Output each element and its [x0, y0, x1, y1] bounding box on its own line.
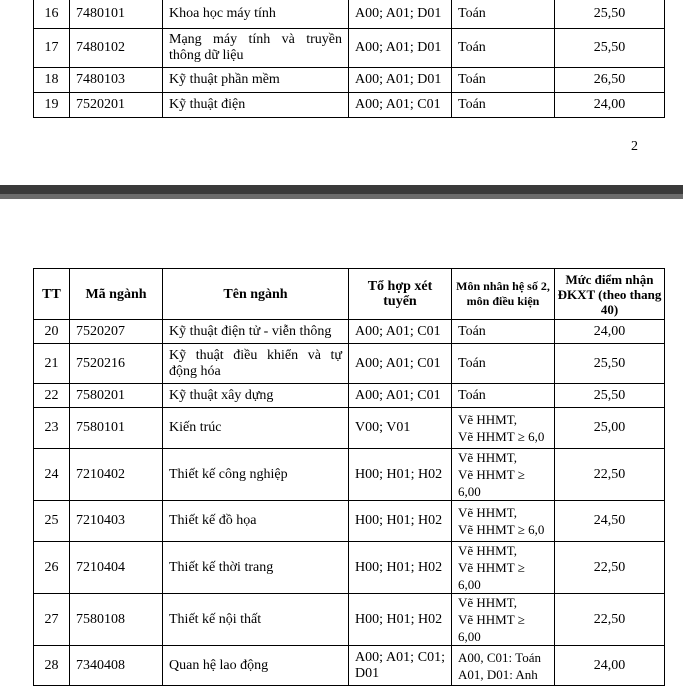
row-number: 25	[34, 501, 70, 542]
major-name: Kỹ thuật điện	[163, 93, 349, 118]
row-number: 27	[34, 594, 70, 646]
weighted-subject: Toán	[452, 344, 555, 384]
major-code: 7520201	[70, 93, 163, 118]
subject-line-1: Vẽ HHMT,	[458, 595, 517, 610]
major-name: Kỹ thuật xây dựng	[163, 384, 349, 408]
row-number: 26	[34, 542, 70, 594]
table-row	[34, 320, 665, 344]
subject-combination: V00; V01	[349, 408, 452, 449]
minimum-score: 22,50	[555, 449, 665, 501]
major-code: 7210403	[70, 501, 163, 542]
header-major-code: Mã ngành	[70, 269, 163, 320]
row-number: 18	[34, 68, 70, 93]
subject-line-1: Vẽ HHMT,	[458, 412, 517, 427]
subject-combination: A00; A01; D01	[349, 68, 452, 93]
table-row	[34, 68, 665, 93]
major-name: Khoa học máy tính	[163, 0, 349, 29]
weighted-subject	[452, 542, 555, 594]
minimum-score: 22,50	[555, 542, 665, 594]
row-number: 21	[34, 344, 70, 384]
major-name: Mạng máy tính và truyền thông dữ liệu	[163, 29, 349, 68]
weighted-subject: Toán	[452, 320, 555, 344]
subject-combination: A00; A01; D01	[349, 0, 452, 29]
minimum-score: 24,00	[555, 646, 665, 686]
subject-line-2: Vẽ HHMT ≥ 6,00	[458, 560, 525, 592]
subject-combination: H00; H01; H02	[349, 449, 452, 501]
major-code: 7580101	[70, 408, 163, 449]
subject-combination: H00; H01; H02	[349, 501, 452, 542]
admission-table-continued	[33, 0, 665, 118]
subject-line-1: A00, C01: Toán	[458, 649, 541, 665]
minimum-score: 25,50	[555, 344, 665, 384]
table-row	[34, 93, 665, 118]
table-row	[34, 29, 665, 68]
table-header-row	[34, 269, 665, 320]
table-row	[34, 449, 665, 501]
minimum-score: 26,50	[555, 68, 665, 93]
row-number: 19	[34, 93, 70, 118]
major-code: 7480102	[70, 29, 163, 68]
minimum-score: 25,00	[555, 408, 665, 449]
major-code: 7480103	[70, 68, 163, 93]
major-code: 7580201	[70, 384, 163, 408]
document-page-top	[0, 0, 683, 185]
major-code: 7520216	[70, 344, 163, 384]
subject-combination: A00; A01; C01	[349, 344, 452, 384]
subject-line-2: Vẽ HHMT ≥ 6,00	[458, 467, 525, 499]
table-row	[34, 384, 665, 408]
weighted-subject	[452, 646, 555, 686]
subject-line-1: Vẽ HHMT,	[458, 543, 517, 558]
row-number: 24	[34, 449, 70, 501]
document-page-bottom	[0, 199, 683, 682]
weighted-subject: Toán	[452, 68, 555, 93]
subject-line-2: Vẽ HHMT ≥ 6,0	[458, 429, 545, 444]
major-name: Thiết kế đồ họa	[163, 501, 349, 542]
table-row	[34, 344, 665, 384]
major-code: 7210402	[70, 449, 163, 501]
subject-line-2: Vẽ HHMT ≥ 6,0	[458, 522, 545, 537]
page-number: 2	[631, 139, 638, 154]
table-row	[34, 501, 665, 542]
major-name: Thiết kế thời trang	[163, 542, 349, 594]
weighted-subject: Toán	[452, 0, 555, 29]
major-name: Thiết kế công nghiệp	[163, 449, 349, 501]
subject-combination: A00; A01; C01	[349, 320, 452, 344]
major-code: 7520207	[70, 320, 163, 344]
minimum-score: 25,50	[555, 29, 665, 68]
row-number: 28	[34, 646, 70, 686]
major-name: Kiến trúc	[163, 408, 349, 449]
major-name: Kỹ thuật điện tử - viễn thông	[163, 320, 349, 344]
major-name: Kỹ thuật điều khiển và tự động hóa	[163, 344, 349, 384]
header-major-name: Tên ngành	[163, 269, 349, 320]
weighted-subject	[452, 408, 555, 449]
weighted-subject	[452, 594, 555, 646]
header-weighted-subject: Môn nhân hệ số 2, môn điều kiện	[452, 269, 555, 320]
major-name: Thiết kế nội thất	[163, 594, 349, 646]
major-code: 7480101	[70, 0, 163, 29]
major-name: Kỹ thuật phần mềm	[163, 68, 349, 93]
subject-line-2: Vẽ HHMT ≥ 6,00	[458, 612, 525, 644]
major-code: 7580108	[70, 594, 163, 646]
row-number: 20	[34, 320, 70, 344]
table-row	[34, 408, 665, 449]
page-separator	[0, 185, 683, 199]
minimum-score: 25,50	[555, 0, 665, 29]
subject-combination: A00; A01; C01	[349, 384, 452, 408]
major-name: Quan hệ lao động	[163, 646, 349, 686]
subject-combination: H00; H01; H02	[349, 542, 452, 594]
subject-line-1: Vẽ HHMT,	[458, 450, 517, 465]
row-number: 16	[34, 0, 70, 29]
weighted-subject	[452, 449, 555, 501]
header-tt: TT	[34, 269, 70, 320]
admission-table	[33, 268, 665, 686]
row-number: 23	[34, 408, 70, 449]
weighted-subject: Toán	[452, 93, 555, 118]
major-code: 7340408	[70, 646, 163, 686]
row-number: 17	[34, 29, 70, 68]
subject-combination: A00; A01; C01	[349, 93, 452, 118]
weighted-subject: Toán	[452, 29, 555, 68]
subject-combination: H00; H01; H02	[349, 594, 452, 646]
weighted-subject: Toán	[452, 384, 555, 408]
minimum-score: 24,50	[555, 501, 665, 542]
subject-line-1: Vẽ HHMT,	[458, 505, 517, 520]
subject-combination: A00; A01; C01; D01	[349, 646, 452, 686]
minimum-score: 22,50	[555, 594, 665, 646]
major-code: 7210404	[70, 542, 163, 594]
minimum-score: 24,00	[555, 320, 665, 344]
header-subject-combination: Tổ hợp xét tuyển	[349, 269, 452, 320]
minimum-score: 25,50	[555, 384, 665, 408]
minimum-score: 24,00	[555, 93, 665, 118]
table-row	[34, 594, 665, 646]
subject-line-2: A01, D01: Anh	[458, 666, 538, 682]
subject-combination: A00; A01; D01	[349, 29, 452, 68]
table-row	[34, 542, 665, 594]
header-minimum-score: Mức điểm nhận ĐKXT (theo thang 40)	[555, 269, 665, 320]
row-number: 22	[34, 384, 70, 408]
table-row	[34, 0, 665, 29]
table-row	[34, 646, 665, 686]
weighted-subject	[452, 501, 555, 542]
